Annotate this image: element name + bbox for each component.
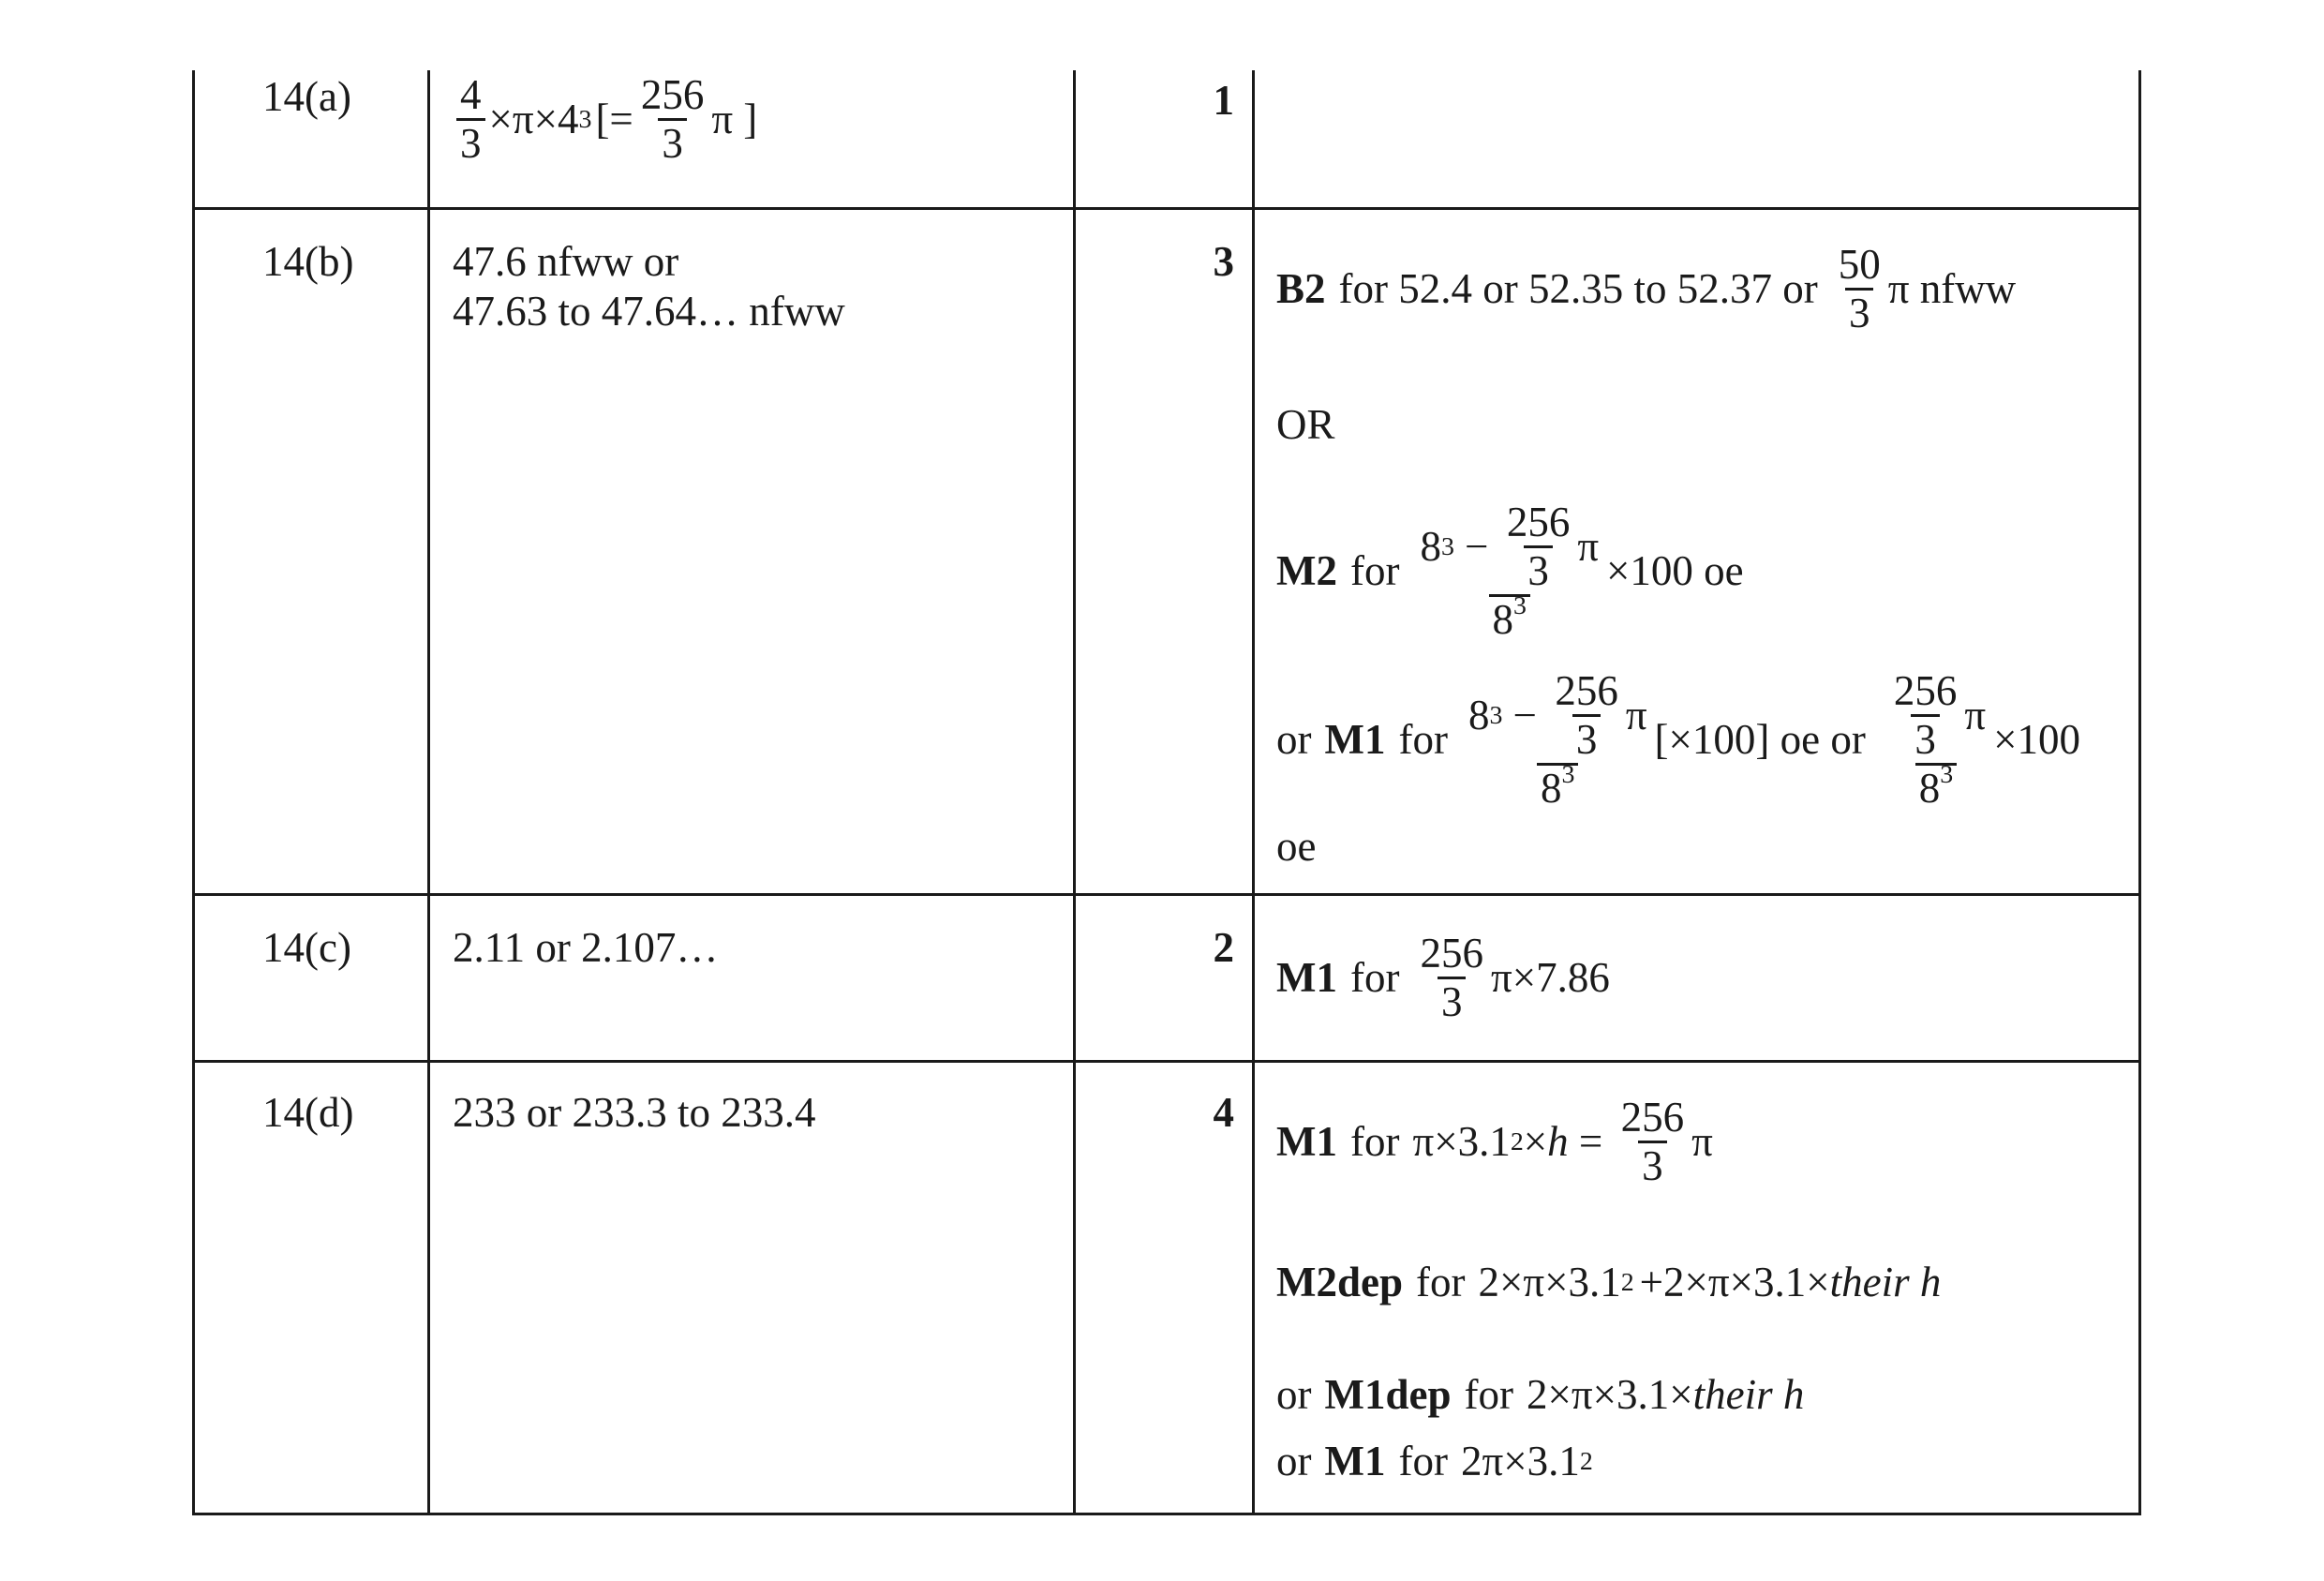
marks-value: 1 — [1213, 77, 1234, 124]
answer-line: 47.6 nfww or — [453, 238, 679, 285]
question-number: 14(d) — [262, 1089, 354, 1136]
column-divider-question — [427, 70, 430, 1515]
table-border-left — [192, 70, 195, 1515]
column-divider-answer — [1073, 70, 1076, 1515]
fraction: $\frac{256}{3}$ — [640, 71, 705, 167]
answer-cell: 2.11 or 2.107… — [453, 924, 719, 971]
answer-line: 47.63 to 47.64… nfww — [453, 288, 845, 335]
question-number: 14(a) — [262, 73, 351, 120]
marks-value: 3 — [1213, 238, 1234, 285]
guidance-m2dep: M2dep for 2×π×3.1 2 +2×π×3.1× their h — [1276, 1259, 1942, 1305]
compound-fraction: $\frac{256}{3}$ π $8^3$ — [1893, 667, 1987, 812]
guidance-m1dep: or M1dep for 2×π×3.1× their h — [1276, 1371, 1805, 1418]
guidance-m1-alt: or M1 for 2π×3.1 2 — [1276, 1438, 1593, 1484]
guidance-m1: M1 for π×3.1 2 × h = $\frac{256}{3}$ π — [1276, 1094, 1713, 1189]
column-divider-marks — [1252, 70, 1255, 1515]
question-number: 14(b) — [262, 238, 354, 285]
guidance-oe: oe — [1276, 823, 1317, 870]
table-border-bottom — [192, 1513, 2141, 1515]
row-divider-1 — [192, 207, 2141, 210]
guidance-b2: B2 for 52.4 or 52.35 to 52.37 or $\frac{50}{3}$ π nfww — [1276, 241, 2017, 336]
fraction: $\frac{256}{3}$ — [1420, 930, 1483, 1025]
marks-value: 2 — [1213, 924, 1234, 971]
fraction: $\frac{4}{3}$ — [456, 74, 485, 165]
answer-cell: $\frac{4}{3}$ ×π×4 3 [= $\frac{256}{3}$ π ] — [453, 74, 757, 165]
fraction: $\frac{256}{3}$ — [1620, 1094, 1685, 1189]
mark-scheme-table — [192, 70, 2141, 1515]
guidance-m2: M2 for 8 3 − $\frac{256}{3}$ π $8^3$ ×100 oe — [1276, 499, 1744, 643]
row-divider-3 — [192, 1060, 2141, 1063]
guidance-m1: M1 for $\frac{256}{3}$ π×7.86 — [1276, 930, 1610, 1025]
compound-fraction: 8 3 − $\frac{256}{3}$ π $8^3$ — [1467, 667, 1647, 812]
guidance-or: OR — [1276, 401, 1335, 448]
marks-value: 4 — [1213, 1089, 1234, 1136]
table-border-right — [2138, 70, 2141, 1515]
fraction: $\frac{50}{3}$ — [1838, 241, 1881, 336]
answer-cell: 233 or 233.3 to 233.4 — [453, 1089, 816, 1136]
row-divider-2 — [192, 893, 2141, 896]
question-number: 14(c) — [262, 924, 351, 971]
guidance-m1: or M1 for 8 3 − $\frac{256}{3}$ π $8^3$ [×100] oe or $\frac{256}{3}$ π $8^3$ ×100 — [1276, 667, 2080, 812]
compound-fraction: 8 3 − $\frac{256}{3}$ π $8^3$ — [1420, 499, 1600, 643]
